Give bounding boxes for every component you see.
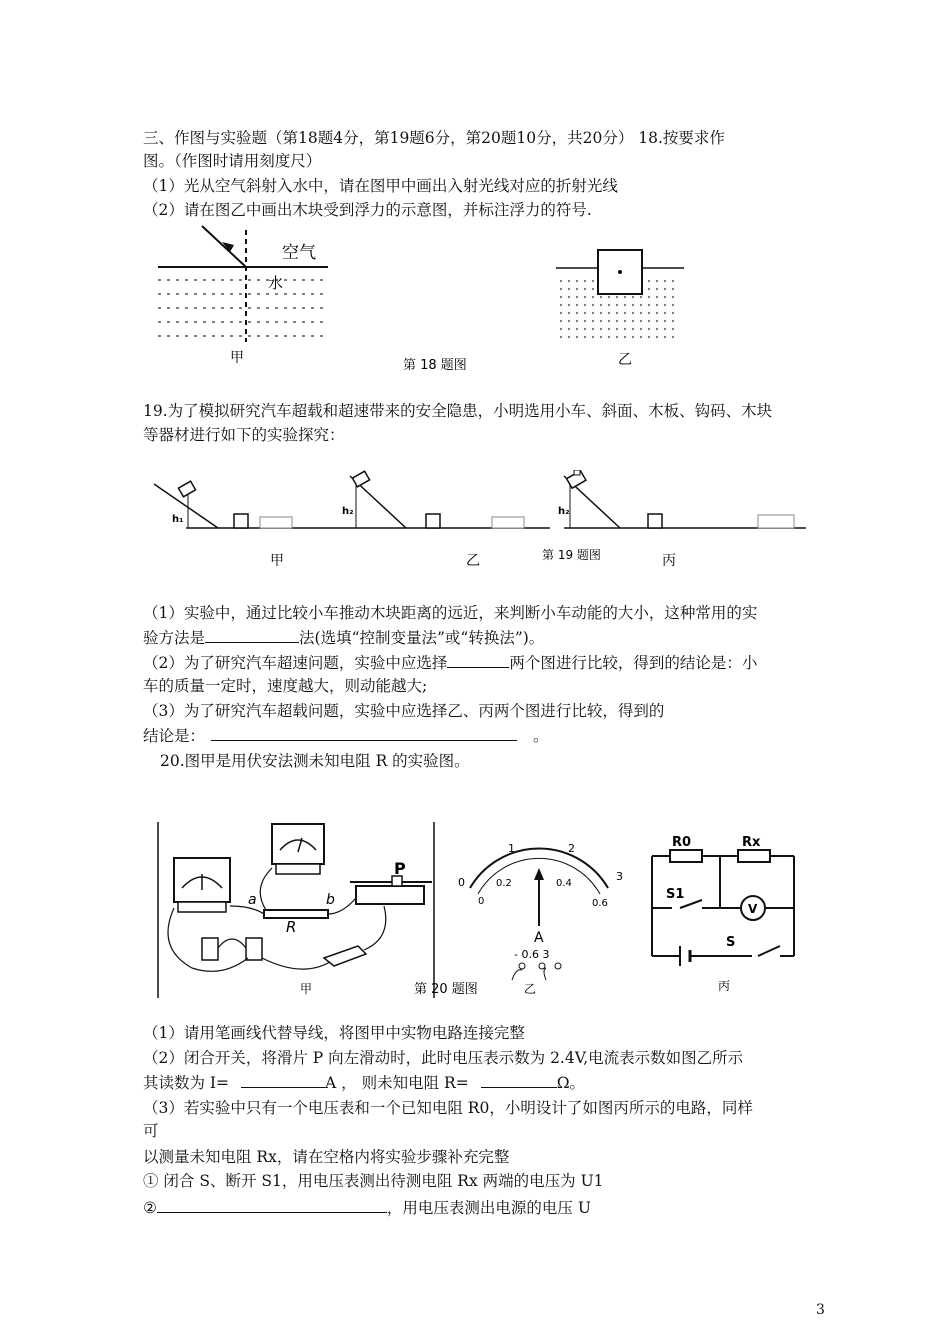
q20-figure [152, 818, 810, 1002]
q20-step2-post: ，用电压表测出电源的电压 U [386, 1199, 591, 1217]
label-a: a [248, 892, 257, 908]
label-bing-20: 丙 [718, 979, 731, 993]
q19-p2b: 车的质量一定时，速度越大，则动能越大; [143, 677, 428, 695]
h3-label: h₂ [558, 506, 570, 517]
q20-caption: 第 20 题图 [414, 982, 478, 997]
h1-label: h₁ [172, 514, 184, 525]
label-air: 空气 [282, 243, 316, 263]
q18-caption: 第 18 题图 [403, 358, 467, 372]
label-R: R [286, 918, 297, 936]
q19-p1b-post: 法(选填“控制变量法”或“转换法”)。 [299, 629, 545, 647]
voltmeter-device [272, 824, 324, 874]
q19-p3b [143, 724, 549, 747]
label-R0: R0 [672, 835, 692, 850]
ammeter-device [174, 858, 230, 912]
section-header: 三、作图与实验题（第18题4分，第19题6分，第20题10分，共20分） 18.按要求作 [143, 129, 725, 147]
q20-p2b-post: Ω。 [556, 1074, 586, 1092]
q20-p2b-mid: A ， 则未知电阻 R= [325, 1074, 469, 1092]
q19-p3b-pre: 结论是： [143, 727, 206, 745]
q20-p1: （1）请用笔画线代替导线，将图甲中实物电路连接完整 [143, 1024, 525, 1042]
q20-p3c: 以测量未知电阻 Rx，请在空格内将实验步骤补充完整 [143, 1148, 510, 1166]
q20-p2a: （2）闭合开关，将滑片 P 向左滑动时，此时电压表示数为 2.4V,电流表示数如图乙所示 [143, 1049, 744, 1067]
q18-part1: （1）光从空气斜射入水中，请在图甲中画出入射光线对应的折射光线 [143, 177, 618, 195]
q20-p2b-pre: 其读数为 I= [143, 1074, 230, 1092]
q20-step1: ① 闭合 S、断开 S1，用电压表测出待测电阻 Rx 两端的电压为 U1 [143, 1172, 604, 1190]
dial-top-2: 2 [568, 842, 575, 855]
answer-blank-step2[interactable] [157, 1196, 387, 1213]
label-jia-20: 甲 [300, 982, 313, 996]
q19-figure [150, 470, 810, 575]
dial-bottom-0: 0 [478, 896, 485, 907]
dial-terminals: - 0.6 3 [514, 948, 550, 961]
dial-top-1: 1 [508, 842, 515, 855]
label-P: P [394, 859, 406, 878]
q20-step2-pre: ② [143, 1199, 157, 1217]
label-S1: S1 [666, 887, 685, 902]
switch-device [324, 946, 366, 966]
answer-blank-resistance[interactable] [481, 1071, 557, 1088]
label-yi-18: 乙 [618, 352, 632, 368]
q18-part2: （2）请在图乙中画出木块受到浮力的示意图，并标注浮力的符号. [143, 201, 592, 219]
label-jia-18: 甲 [230, 350, 244, 366]
ammeter-dial [470, 848, 608, 926]
q20-intro: 20.图甲是用伏安法测未知电阻 R 的实验图。 [160, 752, 470, 770]
q20-p2b [143, 1071, 585, 1094]
q19-p3b-post: 。 [533, 727, 549, 745]
battery-2 [246, 938, 262, 960]
page-number: 3 [816, 1302, 825, 1318]
dial-top-0: 0 [458, 876, 465, 889]
q19-intro1: 19.为了模拟研究汽车超载和超速带来的安全隐患，小明选用小车、斜面、木板、钩码、木块 [143, 402, 773, 420]
h2-label: h₂ [342, 506, 354, 517]
label-yi-20: 乙 [524, 982, 537, 996]
label-b: b [326, 892, 335, 908]
label-S: S [726, 935, 736, 950]
q19-p2a-pre: （2）为了研究汽车超速问题，实验中应选择 [143, 654, 448, 672]
label-water: 水 [268, 274, 284, 292]
q19-p2a [143, 651, 757, 674]
answer-blank-conclusion[interactable] [211, 724, 517, 741]
battery-1 [202, 938, 218, 960]
answer-blank-current[interactable] [241, 1071, 325, 1088]
q18-figure [150, 222, 690, 372]
q20-p3a: （3）若实验中只有一个电压表和一个已知电阻 R0，小明设计了如图丙所示的电路，同样 [143, 1099, 753, 1117]
dial-bottom-3: 0.6 [592, 898, 608, 909]
circuit-diagram [652, 856, 794, 956]
rheostat [356, 886, 424, 904]
answer-blank-method[interactable] [205, 626, 299, 643]
q19-p2a-post: 两个图进行比较，得到的结论是：小 [509, 654, 758, 672]
answer-blank-figures[interactable] [447, 651, 509, 668]
label-yi-19: 乙 [466, 553, 480, 569]
q19-caption: 第 19 题图 [542, 548, 601, 562]
dial-top-3: 3 [616, 870, 623, 883]
q19-p1a: （1）实验中，通过比较小车推动木块距离的远近，来判断小车动能的大小，这种常用的实 [143, 604, 758, 622]
label-jia-19: 甲 [270, 553, 284, 569]
label-bing-19: 丙 [662, 553, 676, 569]
dial-bottom-1: 0.2 [496, 878, 512, 889]
label-Rx: Rx [742, 835, 761, 850]
q19-p1b [143, 626, 544, 649]
q19-intro2: 等器材进行如下的实验探究： [143, 426, 345, 444]
q20-step2 [143, 1196, 591, 1219]
dial-unit: A [534, 930, 544, 946]
voltmeter-symbol: V [748, 902, 758, 916]
q19-p1b-pre: 验方法是 [143, 629, 206, 647]
q19-p3a: （3）为了研究汽车超载问题，实验中应选择乙、丙两个图进行比较，得到的 [143, 702, 665, 720]
section-header-cont: 图。（作图时请用刻度尺） [143, 152, 322, 170]
q20-p3b: 可 [143, 1122, 159, 1140]
dial-bottom-2: 0.4 [556, 878, 572, 889]
